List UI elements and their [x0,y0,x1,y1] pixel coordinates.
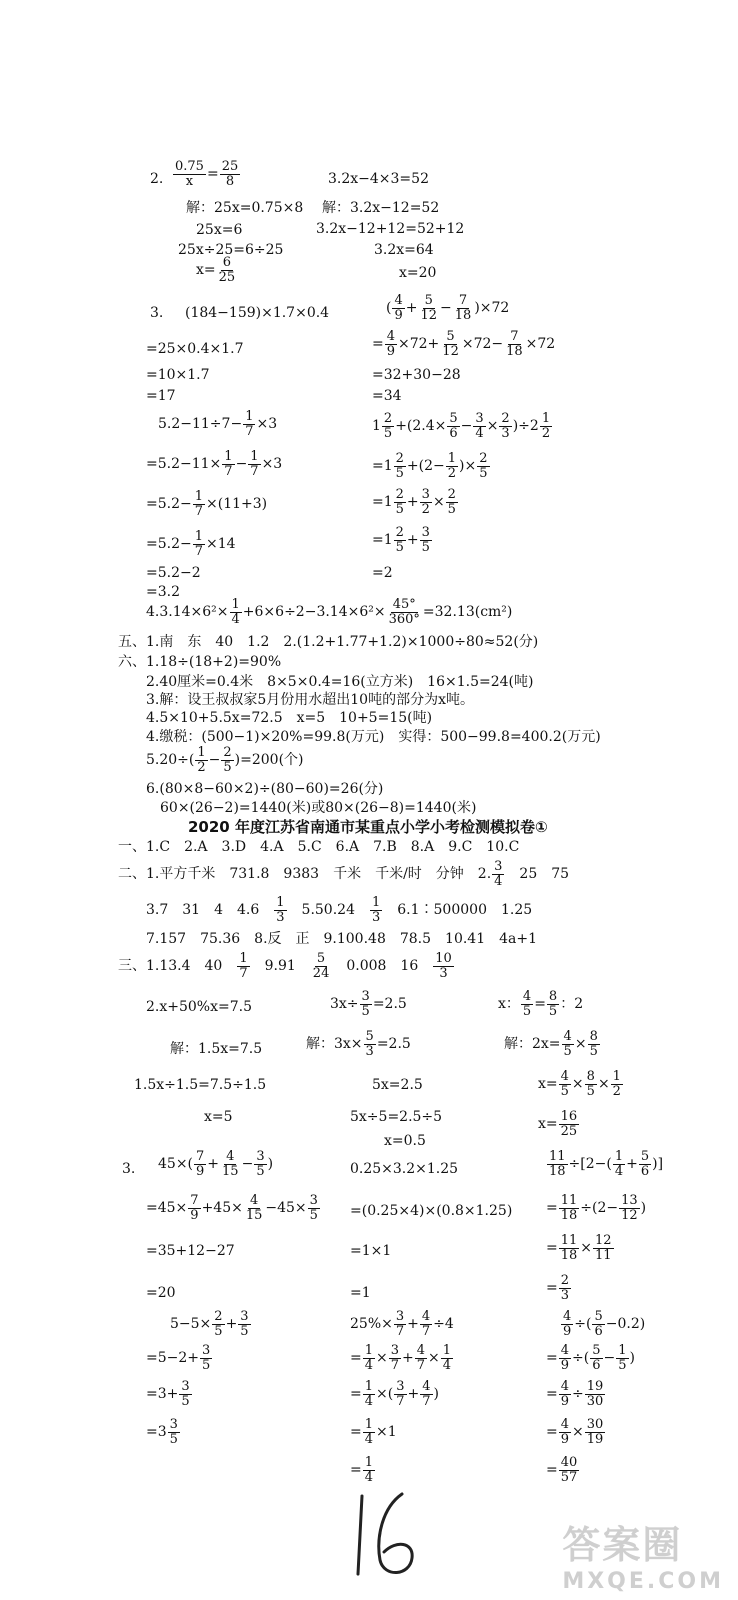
eq3-line2: x= $\frac{4}{5}$ × $\frac{8}{5}$ × $\frac{1}{2}$ [538,1069,621,1099]
q3d-expr: 1 $\frac{2}{5}$ +(2.4× $\frac{5}{6}$ − $\frac{3}{4}$ × $\frac{2}{3}$ )÷2 $\frac{1}{2}$ [372,411,551,441]
calc2-line2: =1×1 [350,1243,392,1259]
q2a-step2: 25x=6 [196,222,243,238]
eq2-line3: 5x÷5=2.5÷5 [350,1109,443,1125]
calc1-line3: =20 [146,1285,176,1301]
part-one: 一、1.C 2.A 3.D 4.A 5.C 6.A 7.B 8.A 9.C 10.C [118,839,520,855]
calc3-line7: = $\frac{4}{9}$ × $\frac{30}{19}$ [546,1417,604,1447]
q3a-step2: =10×1.7 [146,367,210,383]
q3a-step1: =25×0.4×1.7 [146,341,244,357]
part-two-2: 3.7 31 4 4.6 $\frac{1}{3}$ 5.50.24 $\frac{1}{3}$ 6.1∶500000 1.25 [146,895,533,925]
q2-number: 2. [150,171,164,187]
section-five: 五、1.南 东 40 1.2 2.(1.2+1.77+1.2)×1000÷80≈52(分) [118,634,539,650]
calc1-line4: 5−5× $\frac{2}{5}$ + $\frac{3}{5}$ [170,1309,249,1339]
six-4: 4.缴税：(500−1)×20%=99.8(万元) 实得：500−99.8=400.2(万元) [146,729,601,745]
eq1-line2: 1.5x÷1.5=7.5÷1.5 [134,1077,267,1093]
q3c-step2: =5.2− $\frac{1}{7}$ ×(11+3) [146,489,268,519]
eq1-line1: 解：1.5x=7.5 [170,1041,263,1057]
q3-number: 3. [150,305,164,321]
calc1-line7: =3 $\frac{3}{5}$ [146,1417,178,1447]
calc1-line2: =35+12−27 [146,1243,235,1259]
calc3-line8: = $\frac{40}{57}$ [546,1455,578,1485]
calc1-line5: =5−2+ $\frac{3}{5}$ [146,1343,211,1373]
q2b-step4: x=20 [399,265,437,281]
six-5: 5.20÷( $\frac{1}{2}$ − $\frac{2}{5}$ )=200(个) [146,745,304,775]
q3d-step4: =2 [372,565,393,581]
six-6b: 60×(26−2)=1440(米)或80×(26−8)=1440(米) [160,800,477,816]
calc2-line6: = $\frac{1}{4}$ ×( $\frac{3}{7}$ + $\frac{4}{7}$ ) [350,1379,439,1409]
q3c-step3: =5.2− $\frac{1}{7}$ ×14 [146,529,236,559]
q3b-step2: =32+30−28 [372,367,461,383]
eq3-line0: x： $\frac{4}{5}$ = $\frac{8}{5}$ ：2 [498,989,584,1019]
q3d-step1: =1 $\frac{2}{5}$ +(2− $\frac{1}{2}$ )× $\frac{2}{5}$ [372,451,488,481]
q2a-equation: $\frac{0.75}{x}$ = $\frac{25}{8}$ [175,159,239,189]
calc3-line4: $\frac{4}{9}$ ÷( $\frac{5}{6}$ −0.2) [563,1309,646,1339]
part-two-3: 7.157 75.36 8.反 正 9.100.48 78.5 10.41 4a+1 [146,931,538,947]
eq2-line0: 3x÷ $\frac{3}{5}$ =2.5 [330,989,407,1019]
q2b-step1: 解：3.2x−12=52 [322,200,440,216]
calc2-line4: 25%× $\frac{3}{7}$ + $\frac{4}{7}$ ÷4 [350,1309,454,1339]
q3d-step2: =1 $\frac{2}{5}$ + $\frac{3}{2}$ × $\frac{2}{5}$ [372,487,456,517]
six-1: 六、1.18÷(18+2)=90% [118,654,282,670]
calc2-line0: 0.25×3.2×1.25 [350,1161,459,1177]
handwritten-page-number [352,1488,420,1580]
q3b-expr: ( $\frac{4}{9}$ + $\frac{5}{12}$ − $\frac{7}{18}$ )×72 [386,293,510,323]
eq2-line1: 解：3x× $\frac{5}{3}$ =2.5 [306,1029,411,1059]
six-6a: 6.(80×8−60×2)÷(80−60)=26(分) [146,781,384,797]
eq2-line4: x=0.5 [384,1133,426,1149]
q2b-equation: 3.2x−4×3=52 [328,171,429,187]
q3a-step3: =17 [146,388,176,404]
q2b-step2: 3.2x−12+12=52+12 [316,221,465,237]
part-two-1: 二、1.平方千米 731.8 9383 千米 千米/时 分钟 2. $\frac{3}{4}$ 25 75 [118,859,570,889]
q2a-step4: x= $\frac{6}{25}$ [196,255,236,285]
calc1-line1: =45× $\frac{7}{9}$ +45× $\frac{4}{15}$ −45× $\frac{3}{5}$ [146,1193,318,1223]
calc3-line5: = $\frac{4}{9}$ ÷( $\frac{5}{6}$ − $\frac{1}{5}$ ) [546,1343,635,1373]
six-2: 2.40厘米=0.4米 8×5×0.4=16(立方米) 16×1.5=24(吨) [146,674,534,690]
calc2-line7: = $\frac{1}{4}$ ×1 [350,1417,397,1447]
q3a-expr: (184−159)×1.7×0.4 [185,305,330,321]
eq2-line2: 5x=2.5 [372,1077,423,1093]
q3c-step1: =5.2−11× $\frac{1}{7}$ − $\frac{1}{7}$ ×3 [146,449,283,479]
calc2-line3: =1 [350,1285,371,1301]
exam-title: 2020 年度江苏省南通市某重点小学小考检测模拟卷① [188,818,548,836]
calc3-line1: = $\frac{11}{18}$ ÷(2− $\frac{13}{12}$ ) [546,1193,647,1223]
calc3-line3: = $\frac{2}{3}$ [546,1273,570,1303]
q3c-step5: =3.2 [146,584,180,600]
eq1-line3: x=5 [204,1109,233,1125]
calc-number: 3. [122,1161,136,1177]
calc3-line0: $\frac{11}{18}$ ÷[2−( $\frac{1}{4}$ + $\frac{5}{6}$ )] [549,1149,664,1179]
q4-line: 4.3.14×6²× $\frac{1}{4}$ +6×6÷2−3.14×6²× $\frac{45^\circ}{360^\circ}$ =32.13(cm²) [146,597,513,627]
q3d-step3: =1 $\frac{2}{5}$ + $\frac{3}{5}$ [372,525,430,555]
q3b-step3: =34 [372,388,402,404]
calc2-line1: =(0.25×4)×(0.8×1.25) [350,1203,513,1219]
six-3b: 4.5×10+5.5x=72.5 x=5 10+5=15(吨) [146,710,433,726]
watermark-logo: 答案圈 MXQE.COM [562,1523,724,1594]
calc3-line6: = $\frac{4}{9}$ ÷ $\frac{19}{30}$ [546,1379,604,1409]
calc3-line2: = $\frac{11}{18}$ × $\frac{12}{11}$ [546,1233,612,1263]
calc1-line6: =3+ $\frac{3}{5}$ [146,1379,190,1409]
q3c-step4: =5.2−2 [146,565,201,581]
calc1-line0: 45×( $\frac{7}{9}$ + $\frac{4}{15}$ − $\frac{3}{5}$ ) [158,1149,274,1179]
eq3-line3: x= $\frac{16}{25}$ [538,1109,578,1139]
q2a-step3: 25x÷25=6÷25 [178,242,284,258]
q2a-step1: 解：25x=0.75×8 [186,200,304,216]
calc2-line5: = $\frac{1}{4}$ × $\frac{3}{7}$ + $\frac{4}{7}$ × $\frac{1}{4}$ [350,1343,452,1373]
q3c-expr: 5.2−11÷7− $\frac{1}{7}$ ×3 [158,409,278,439]
q3b-step1: = $\frac{4}{9}$ ×72+ $\frac{5}{12}$ ×72− $\frac{7}{18}$ ×72 [372,329,556,359]
calc2-line8: = $\frac{1}{4}$ [350,1455,374,1485]
eq3-line1: 解：2x= $\frac{4}{5}$ × $\frac{8}{5}$ [504,1029,598,1059]
six-3a: 3.解：设王叔叔家5月份用水超出10吨的部分为x吨。 [146,692,474,708]
part-three-1: 三、1.13.4 40 $\frac{1}{7}$ 9.91 $\frac{5}{24}$ 0.008 16 $\frac{10}{3}$ [118,951,452,981]
q2b-step3: 3.2x=64 [374,242,434,258]
eq1-line0: 2.x+50%x=7.5 [146,999,252,1015]
